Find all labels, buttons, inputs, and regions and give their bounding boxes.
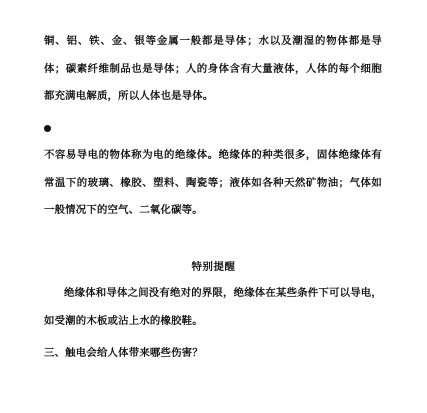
section-heading: 三、触电会给人体带来哪些伤害？ (44, 347, 203, 359)
paragraph-conductors: 铜、铝、铁、金、银等金属一般都是导体；水以及潮湿的物体都是导体；碳素纤维制品也是导体；人的身体含有大量液体，人体的每个细胞都充满电解质，所以人体也是导体。 (44, 35, 382, 102)
paragraph-insulators: 不容易导电的物体称为电的绝缘体。绝缘体的种类很多，固体绝缘体有常温下的玻璃、橡胶、塑料、陶瓷等；液体如各种天然矿物油；气体如一般情况下的空气、二氧化碳等。 (44, 149, 382, 216)
bullet-icon (44, 125, 51, 132)
tip-title: 特别提醒 (191, 261, 236, 273)
tip-body: 绝缘体和导体之间没有绝对的界限，绝缘体在某些条件下可以导电，如受潮的木板或沾上水的橡胶鞋。 (44, 287, 382, 327)
